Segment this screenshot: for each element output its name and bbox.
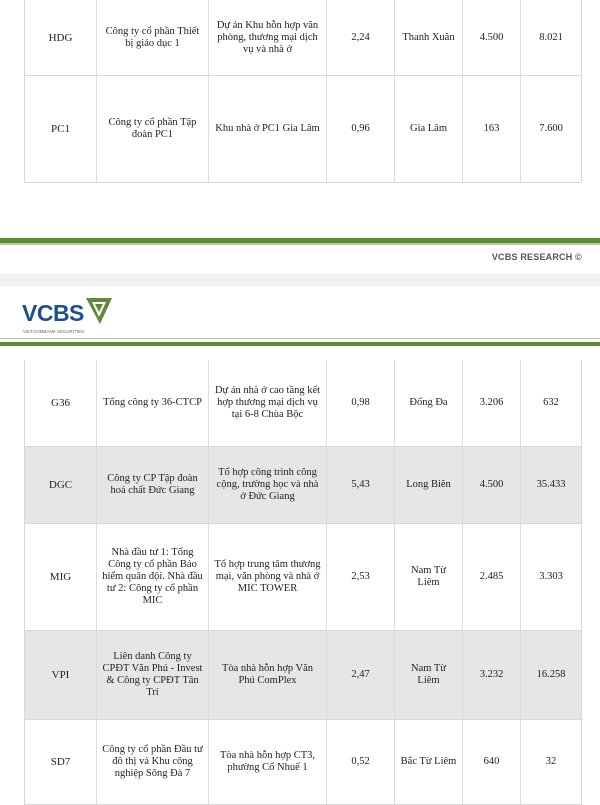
table-row bbox=[25, 447, 581, 524]
value-cell: 7.600 bbox=[539, 123, 563, 134]
value-cell: 163 bbox=[463, 76, 521, 182]
vcbs-logo bbox=[22, 296, 122, 334]
project-cell: Dự án Khu hỗn hợp văn phòng, thương mại dịch vụ và nhà ở bbox=[209, 0, 327, 75]
table-row bbox=[25, 0, 581, 76]
value-cell: 32 bbox=[545, 756, 557, 767]
value-cell: 4.500 bbox=[463, 447, 521, 523]
ticker-cell: SD7 bbox=[25, 720, 97, 804]
company-cell: Tổng công ty 36-CTCP bbox=[97, 360, 209, 446]
area-cell: 5,43 bbox=[327, 447, 395, 523]
value-cell: 16.258 bbox=[536, 669, 566, 680]
header-rule-thin bbox=[0, 338, 600, 339]
table-row bbox=[25, 76, 581, 183]
data-table-top bbox=[24, 0, 582, 183]
value-cell: 2.485 bbox=[463, 524, 521, 630]
district-cell: Gia Lâm bbox=[395, 76, 463, 182]
district-cell: Đống Đa bbox=[395, 360, 463, 446]
company-cell: Công ty cổ phần Tập đoàn PC1 bbox=[97, 76, 209, 182]
project-cell: Tổ hợp công trình công cộng, trường học và nhà ở Đức Giang bbox=[209, 447, 327, 523]
logo-mark-icon bbox=[84, 296, 114, 326]
ticker-cell: HDG bbox=[25, 0, 97, 75]
value-cell: 3.206 bbox=[463, 360, 521, 446]
company-cell: Công ty CP Tập đoàn hoá chất Đức Giang bbox=[97, 447, 209, 523]
logo-text: VCBS bbox=[22, 300, 84, 326]
area-cell: 2,53 bbox=[327, 524, 395, 630]
data-table-bottom bbox=[24, 360, 582, 805]
page-footer bbox=[0, 238, 600, 274]
ticker-cell: G36 bbox=[25, 360, 97, 446]
company-cell: Công ty cổ phần Đầu tư đô thị và Khu công nghiệp Sông Đà 7 bbox=[97, 720, 209, 804]
table-row bbox=[25, 360, 581, 447]
value-cell: 3.232 bbox=[463, 631, 521, 719]
project-cell: Tổ hợp trung tâm thương mại, văn phòng và nhà ở MIC TOWER bbox=[209, 524, 327, 630]
value-cell: 640 bbox=[463, 720, 521, 804]
project-cell: Dự án nhà ở cao tầng kết hợp thương mại dịch vụ tại 6-8 Chùa Bộc bbox=[209, 360, 327, 446]
header-rule bbox=[0, 342, 600, 346]
district-cell: Nam Từ Liêm bbox=[395, 631, 463, 719]
ticker-cell: DGC bbox=[25, 447, 97, 523]
company-cell: Nhà đầu tư 1: Tổng Công ty cổ phần Bảo hiểm quân đội. Nhà đầu tư 2: Công ty cổ phần MIC bbox=[97, 524, 209, 630]
district-cell: Long Biên bbox=[395, 447, 463, 523]
ticker-cell: MIG bbox=[25, 524, 97, 630]
value-cell: 4.500 bbox=[463, 0, 521, 75]
company-cell: Công ty cổ phần Thiết bị giáo dục 1 bbox=[97, 0, 209, 75]
district-cell: Thanh Xuân bbox=[395, 0, 463, 75]
ticker-cell: VPI bbox=[25, 631, 97, 719]
project-cell: Tòa nhà hỗn hợp Văn Phú ComPlex bbox=[209, 631, 327, 719]
page-header bbox=[0, 286, 600, 348]
project-cell: Tòa nhà hỗn hợp CT3, phường Cổ Nhuế 1 bbox=[209, 720, 327, 804]
page-gap bbox=[0, 274, 600, 286]
logo-subtitle: VIETCOMBANK SECURITIES bbox=[23, 329, 85, 334]
value-cell: 632 bbox=[543, 397, 559, 408]
value-cell: 3.303 bbox=[539, 571, 563, 582]
footer-label: VCBS RESEARCH © bbox=[491, 252, 582, 262]
area-cell: 0,52 bbox=[327, 720, 395, 804]
value-cell: 35.433 bbox=[536, 479, 566, 490]
value-cell: 8.021 bbox=[539, 31, 563, 43]
area-cell: 0,96 bbox=[327, 76, 395, 182]
table-row bbox=[25, 524, 581, 631]
footer-rule-thin bbox=[0, 243, 600, 245]
district-cell: Nam Từ Liêm bbox=[395, 524, 463, 630]
area-cell: 2,24 bbox=[327, 0, 395, 75]
table-row bbox=[25, 720, 581, 805]
area-cell: 2,47 bbox=[327, 631, 395, 719]
project-cell: Khu nhà ở PC1 Gia Lâm bbox=[209, 76, 327, 182]
district-cell: Bắc Từ Liêm bbox=[395, 720, 463, 804]
ticker-cell: PC1 bbox=[25, 76, 97, 182]
area-cell: 0,98 bbox=[327, 360, 395, 446]
company-cell: Liên danh Công ty CPĐT Văn Phú - Invest & Công ty CPĐT Tân Trí bbox=[97, 631, 209, 719]
table-row bbox=[25, 631, 581, 720]
